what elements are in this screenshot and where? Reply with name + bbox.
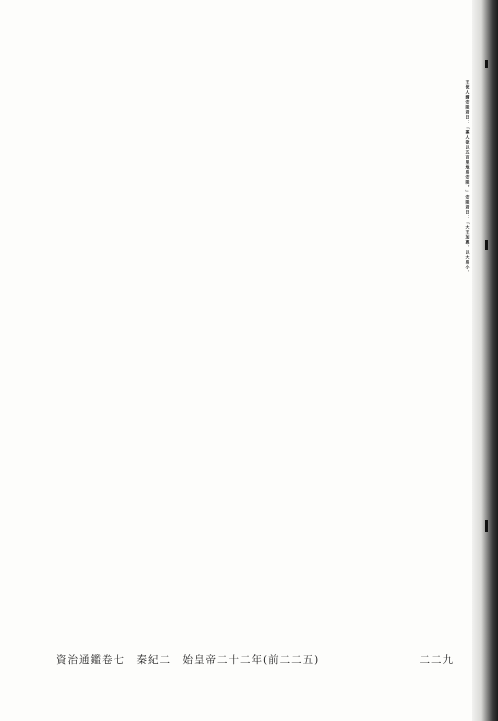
scan-edge-shadow (472, 0, 498, 721)
edge-mark (485, 240, 488, 250)
running-footer-title: 資治通鑑卷七 秦紀二 始皇帝二十二年(前二二五) (56, 654, 320, 666)
main-text-column: 王使人謂安陵君曰：「寡人欲以五百里地易安陵。」安陵君曰：「大王加惠，以大易小， (466, 80, 471, 275)
edge-mark (485, 60, 488, 68)
page-number: 二二九 (419, 654, 454, 666)
vertical-text-block (58, 80, 478, 640)
edge-mark (485, 520, 488, 532)
